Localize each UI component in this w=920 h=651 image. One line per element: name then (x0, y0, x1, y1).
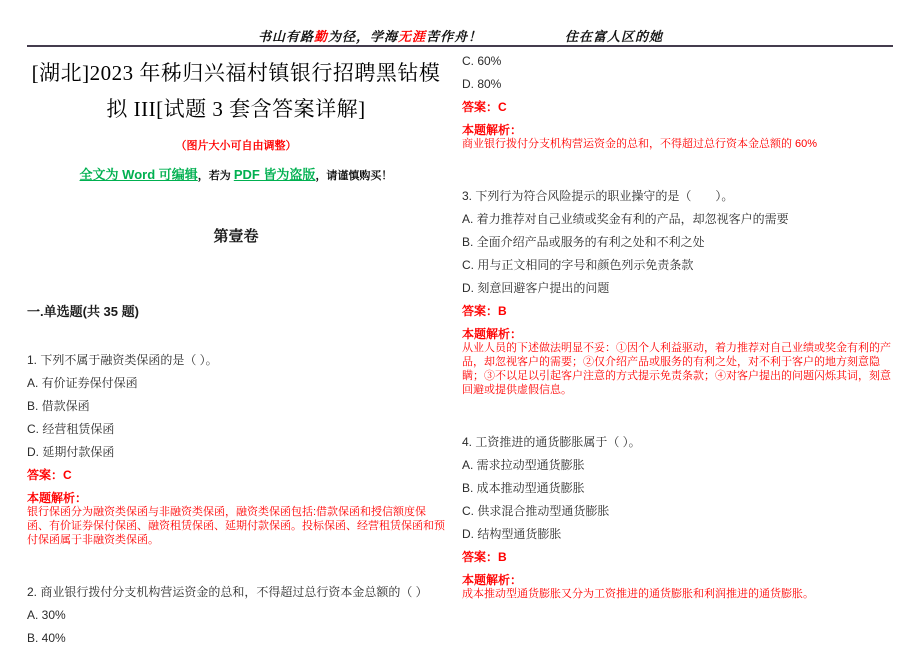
option-d: D. 刻意回避客户提出的问题 (462, 281, 610, 295)
left-column (27, 50, 445, 651)
analysis-block (462, 327, 893, 397)
analysis-text: 成本推动型通货膨胀又分为工资推进的通货膨胀和利润推进的通货膨胀。 (462, 588, 814, 600)
edit-notice-line (27, 164, 445, 183)
analysis-label: 本题解析： (462, 573, 523, 587)
section-heading: 一.单选题(共 35 题) (27, 304, 139, 319)
option-b: B. 借款保函 (27, 399, 90, 413)
resize-notice: （图片大小可自由调整） (175, 140, 297, 152)
analysis-block (462, 123, 893, 151)
analysis-label: 本题解析： (462, 327, 523, 341)
motto-part: 苦作舟！ (426, 29, 483, 44)
option-b: B. 40% (27, 631, 66, 645)
answer-label: 答案： (462, 304, 499, 318)
motto-part-red: 勤 (314, 29, 329, 44)
answer-value: B (498, 550, 507, 564)
answer-line (462, 100, 893, 115)
option-a: A. 有价证券保付保函 (27, 376, 138, 390)
header-divider (27, 45, 893, 47)
analysis-block (27, 491, 445, 547)
purchase-warning-text: ，请谨慎购买！ (315, 170, 393, 182)
option-b: B. 成本推动型通货膨胀 (462, 481, 585, 495)
analysis-text: 银行保函分为融资类保函与非融资类保函，融资类保函包括:借款保函和授信额度保函、有价证券保付保函、融资租赁保函、延期付款保函。投标保函、经营租赁保函和预付保函属于非融资类保函。 (27, 506, 445, 546)
answer-line (462, 304, 893, 319)
motto-part: 书山有路 (258, 29, 315, 44)
option-c: C. 用与正文相同的字号和颜色列示免责条款 (462, 258, 694, 272)
option-a: A. 着力推荐对自己业绩或奖金有利的产品，却忽视客户的需要 (462, 212, 789, 226)
answer-value: C (63, 468, 72, 482)
doc-title: [湖北]2023 年秭归兴福村镇银行招聘黑钻模拟 III[试题 3 套含答案详解] (31, 61, 441, 121)
volume-title: 第壹卷 (213, 228, 259, 245)
pdf-pirate-link[interactable]: PDF 皆为盗版 (233, 167, 316, 182)
motto-part-red: 无涯 (398, 29, 427, 44)
option-d: D. 延期付款保函 (27, 445, 115, 459)
right-column (462, 50, 893, 601)
option-b: B. 全面介绍产品或服务的有利之处和不利之处 (462, 235, 705, 249)
edit-notice-text: ，若为 (197, 170, 234, 182)
analysis-block (462, 573, 893, 601)
option-d: D. 80% (462, 77, 502, 91)
question-stem: 2. 商业银行拨付分支机构营运资金的总和，不得超过总行资本金总额的（ ） (27, 585, 428, 599)
option-c: C. 60% (462, 54, 502, 68)
option-c: C. 供求混合推动型通货膨胀 (462, 504, 610, 518)
header-motto-right: 住在富人区的她 (565, 29, 664, 44)
question-2-continued (462, 54, 893, 151)
question-stem: 3. 下列行为符合风险提示的职业操守的是（ ）。 (462, 189, 734, 203)
word-editable-link[interactable]: 全文为 Word 可编辑 (79, 167, 198, 182)
analysis-text: 商业银行拨付分支机构营运资金的总和，不得超过总行资本金总额的 60% (462, 138, 818, 150)
answer-line (462, 550, 893, 565)
question-2-start (27, 585, 445, 646)
question-stem: 1. 下列不属于融资类保函的是（ ）。 (27, 353, 218, 367)
option-c: C. 经营租赁保函 (27, 422, 115, 436)
option-a: A. 30% (27, 608, 66, 622)
answer-value: C (498, 100, 507, 114)
motto-part: 为径，学海 (328, 29, 399, 44)
option-a: A. 需求拉动型通货膨胀 (462, 458, 585, 472)
option-d: D. 结构型通货膨胀 (462, 527, 562, 541)
answer-label: 答案： (27, 468, 64, 482)
answer-label: 答案： (462, 100, 499, 114)
answer-value: B (498, 304, 507, 318)
header-motto-left (258, 26, 482, 45)
question-1 (27, 353, 445, 547)
analysis-text: 从业人员的下述做法明显不妥：①因个人利益驱动，着力推荐对自己业绩或奖金有利的产品，却忽视客户的需要；②仅介绍产品或服务的有利之处，对不利于客户的地方刻意隐瞒；③不以足以引起客户注意的方式提示免责条款；④对客户提出的问题闪烁其词，刻意回避或提供虚假信息。 (462, 342, 891, 396)
analysis-label: 本题解析： (27, 491, 88, 505)
analysis-label: 本题解析： (462, 123, 523, 137)
question-4 (462, 435, 893, 601)
question-3 (462, 189, 893, 397)
answer-line (27, 468, 445, 483)
question-stem: 4. 工资推进的通货膨胀属于（ ）。 (462, 435, 641, 449)
answer-label: 答案： (462, 550, 499, 564)
